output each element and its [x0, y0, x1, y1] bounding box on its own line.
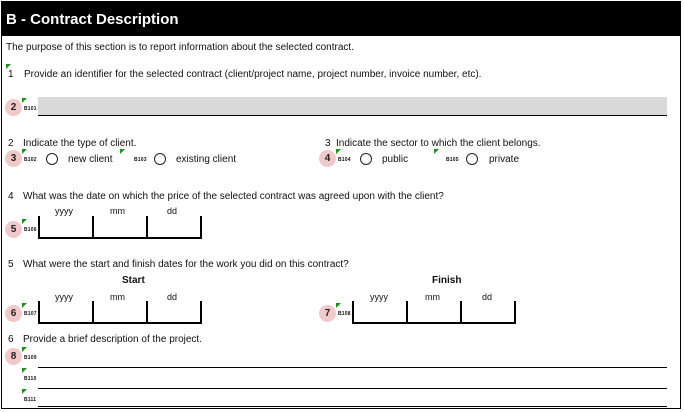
field-flag-icon	[22, 347, 27, 352]
field-flag-icon	[22, 303, 27, 308]
field-code: B101	[24, 106, 37, 112]
field-code: B107	[24, 311, 37, 317]
field-flag-icon	[22, 219, 27, 224]
date-divider	[514, 301, 516, 323]
field-code: B110	[24, 376, 37, 382]
q5-number: 5	[8, 259, 14, 270]
field-flag-icon	[22, 98, 27, 103]
dd-label: dd	[167, 292, 178, 302]
q2b-text: Indicate the type of client.	[23, 138, 137, 149]
identifier-underline	[38, 115, 667, 116]
q3-number: 3	[325, 138, 331, 149]
yyyy-label: yyyy	[370, 292, 388, 302]
q1-text: Provide an identifier for the selected contract (client/project name, project number, invoice number, etc).	[24, 69, 482, 80]
private-label: private	[489, 154, 520, 165]
dd-label: dd	[167, 206, 178, 216]
description-line-3[interactable]	[38, 406, 667, 407]
existing-client-radio[interactable]	[154, 153, 166, 165]
field-badge: 5	[5, 221, 22, 238]
mm-label: mm	[110, 292, 125, 302]
field-code: B104	[338, 157, 351, 163]
field-code: B103	[134, 157, 147, 163]
field-code: B108	[338, 311, 351, 317]
field-code: B105	[446, 157, 459, 163]
new-client-radio[interactable]	[46, 153, 58, 165]
field-flag-icon	[22, 389, 27, 394]
date-divider	[146, 301, 148, 323]
field-flag-icon	[336, 303, 341, 308]
date-underline	[352, 322, 516, 324]
date-divider	[406, 301, 408, 323]
description-line-2[interactable]	[38, 388, 667, 389]
date-divider	[38, 301, 40, 323]
q5-text: What were the start and finish dates for the work you did on this contract?	[23, 259, 349, 270]
date-underline	[38, 237, 202, 239]
yyyy-label: yyyy	[55, 292, 73, 302]
field-flag-icon	[22, 368, 27, 373]
date-divider	[92, 216, 94, 238]
q3-text: Indicate the sector to which the client belongs.	[336, 138, 541, 149]
field-flag-icon	[22, 149, 27, 154]
field-flag-icon	[434, 149, 439, 154]
date-divider	[460, 301, 462, 323]
mm-label: mm	[425, 292, 440, 302]
date-divider	[146, 216, 148, 238]
field-badge: 6	[5, 305, 22, 322]
date-underline	[38, 322, 202, 324]
field-badge: 7	[319, 305, 336, 322]
public-radio[interactable]	[360, 153, 372, 165]
section-header: B - Contract Description	[2, 2, 680, 36]
q2b-number: 2	[8, 138, 14, 149]
dd-label: dd	[482, 292, 493, 302]
section-intro: The purpose of this section is to report information about the selected contract.	[6, 42, 354, 53]
date-divider	[38, 216, 40, 238]
yyyy-label: yyyy	[55, 206, 73, 216]
field-badge: 4	[319, 150, 336, 167]
q4-text: What was the date on which the price of the selected contract was agreed upon with the client?	[23, 191, 444, 202]
field-code: B111	[24, 397, 37, 403]
field-code: B102	[24, 157, 37, 163]
field-code: B109	[24, 355, 37, 361]
date-divider	[200, 216, 202, 238]
new-client-label: new client	[68, 154, 113, 165]
q6-number: 6	[8, 334, 14, 345]
field-badge: 8	[5, 348, 22, 365]
date-divider	[92, 301, 94, 323]
contract-description-form	[1, 1, 681, 409]
date-divider	[200, 301, 202, 323]
q6-text: Provide a brief description of the project.	[23, 334, 202, 345]
q4-number: 4	[8, 191, 14, 202]
identifier-input[interactable]	[38, 97, 667, 115]
finish-heading: Finish	[432, 275, 462, 286]
mm-label: mm	[110, 206, 125, 216]
date-divider	[352, 301, 354, 323]
field-code: B106	[24, 227, 37, 233]
start-heading: Start	[122, 275, 145, 286]
private-radio[interactable]	[466, 153, 478, 165]
field-badge: 3	[5, 150, 22, 167]
field-flag-icon	[336, 149, 341, 154]
field-badge: 2	[5, 99, 22, 116]
existing-client-label: existing client	[176, 154, 237, 165]
description-line-1[interactable]	[38, 367, 667, 368]
public-label: public	[382, 154, 409, 165]
field-flag-icon	[120, 149, 125, 154]
q1-number: 1	[8, 69, 14, 80]
